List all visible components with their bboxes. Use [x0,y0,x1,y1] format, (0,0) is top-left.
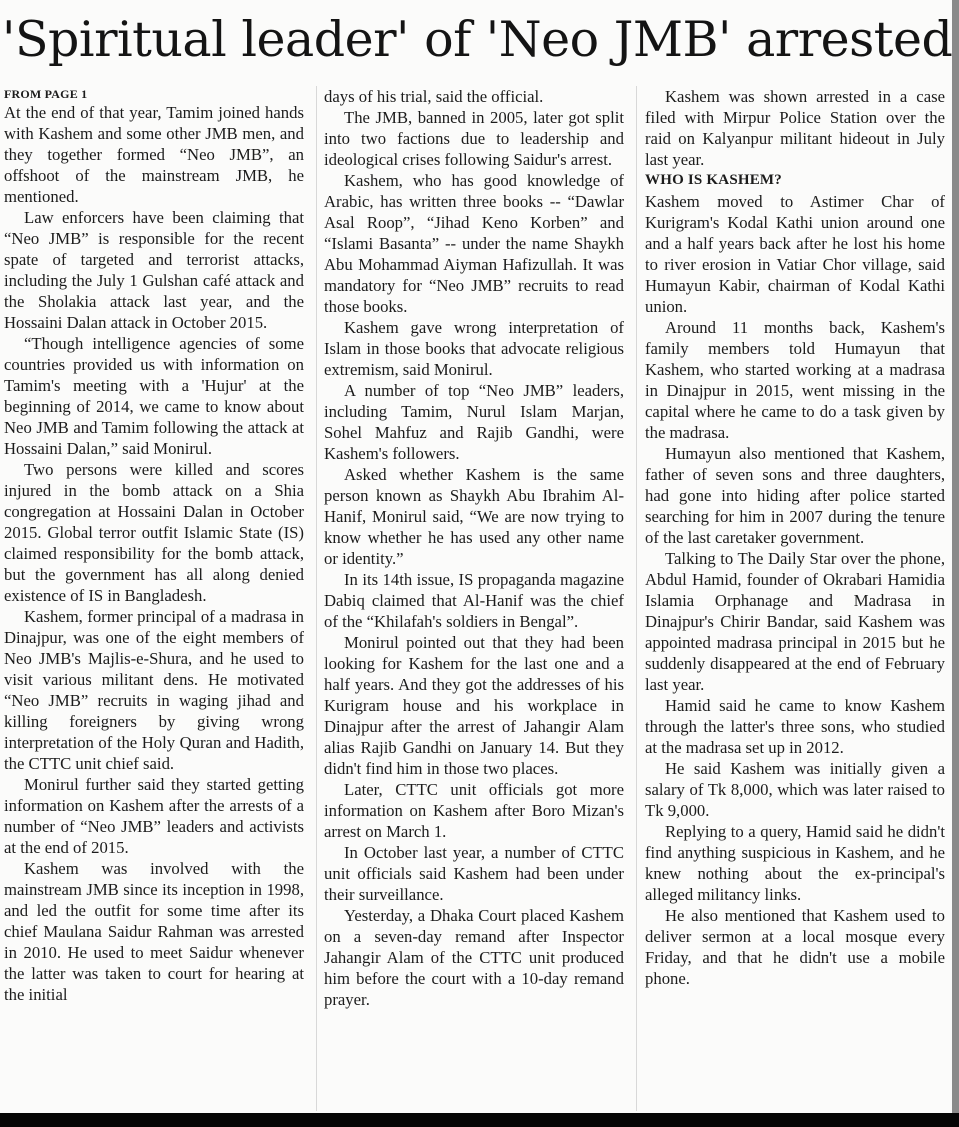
paragraph: Kashem moved to Astimer Char of Kurigram's Kodal Kathi union around one and a half years back after he lost his home to river erosion in Vatiar Chor village, said Humayun Kabir, chairman of Kodal Kathi union. [645,192,945,316]
paragraph: He also mentioned that Kashem used to deliver sermon at a local mosque every Friday, and that he didn't use a mobile phone. [645,906,945,988]
paragraph: Law enforcers have been claiming that “Neo JMB” is responsible for the recent spate of targeted and terrorist attacks, including the July 1 Gulshan café attack and the Sholakia attack last year, and the Hossaini Dalan attack in October 2015. [4,208,304,332]
paragraph: Two persons were killed and scores injured in the bomb attack on a Shia congregation at Hossaini Dalan in October 2015. Global terror outfit Islamic State (IS) claimed responsibility for the bomb attack, but the government has all along denied existence of IS in Bangladesh. [4,460,304,605]
paragraph: Later, CTTC unit officials got more information on Kashem after Boro Mizan's arrest on March 1. [324,780,624,841]
kicker: FROM PAGE 1 [4,87,88,101]
paragraph: Around 11 months back, Kashem's family members told Humayun that Kashem, who started working at a madrasa in Dinajpur in 2015, went missing in the capital where he came to do a task given by the madrasa. [645,318,945,442]
paragraph: A number of top “Neo JMB” leaders, including Tamim, Nurul Islam Marjan, Sohel Mahfuz and Rajib Gandhi, were Kashem's followers. [324,381,624,463]
headline: 'Spiritual leader' of 'Neo JMB' arrested [2,11,953,68]
paragraph: Kashem, who has good knowledge of Arabic, has written three books -- “Dawlar Asal Roop”, “Jihad Keno Korben” and “Islami Basanta” -- under the name Shaykh Abu Mohammad Aiyman Hafizullah. It was mandatory for “Neo JMB” recruits to read those books. [324,171,624,316]
paragraph: Asked whether Kashem is the same person known as Shaykh Abu Ibrahim Al-Hanif, Monirul said, “We are now trying to know whether he has used any other name or identity.” [324,465,624,568]
paragraph: Talking to The Daily Star over the phone, Abdul Hamid, founder of Okrabari Hamidia Islamia Orphanage and Madrasa in Dinajpur's Chirir Bandar, said Kashem was appointed madrasa principal in 2015 but he suddenly disappeared at the end of February last year. [645,549,945,694]
paragraph: Kashem was shown arrested in a case filed with Mirpur Police Station over the raid on Kalyanpur militant hideout in July last year. [645,87,945,169]
paragraph: Replying to a query, Hamid said he didn't find anything suspicious in Kashem, and he knew nothing about the ex-principal's alleged militancy links. [645,822,945,904]
article-column-1 [4,86,304,1116]
scan-edge [952,0,959,1127]
paragraph: He said Kashem was initially given a salary of Tk 8,000, which was later raised to Tk 9,000. [645,759,945,820]
column-rule [636,86,637,1111]
article-column-3 [645,86,945,1116]
subhead: WHO IS KASHEM? [645,172,782,188]
paragraph: Monirul pointed out that they had been looking for Kashem for the last one and a half years. And they got the addresses of his Kurigram house and his workplace in Dinajpur after the arrest of Jahangir Alam alias Rajib Gandhi on January 14. But they didn't find him in those two places. [324,633,624,778]
article-column-2 [324,86,624,1116]
scan-bottom-edge [0,1113,959,1127]
paragraph: Kashem was involved with the mainstream JMB since its inception in 1998, and led the outfit for some time after its chief Maulana Saidur Rahman was arrested in 2010. He used to meet Saidur whenever the latter was taken to court for hearing at the initial [4,859,304,1004]
column-rule [316,86,317,1111]
paragraph: Yesterday, a Dhaka Court placed Kashem on a seven-day remand after Inspector Jahangir Alam of the CTTC unit produced him before the court with a 10-day remand prayer. [324,906,624,1009]
paragraph: Hamid said he came to know Kashem through the latter's three sons, who studied at the madrasa set up in 2012. [645,696,945,757]
paragraph: Humayun also mentioned that Kashem, father of seven sons and three daughters, had gone into hiding after police started searching for him in 2007 during the tenure of the last caretaker government. [645,444,945,547]
paragraph: The JMB, banned in 2005, later got split into two factions due to leadership and ideological crises following Saidur's arrest. [324,108,624,169]
paragraph: Kashem gave wrong interpretation of Islam in those books that advocate religious extremism, said Monirul. [324,318,624,379]
paragraph: days of his trial, said the official. [324,87,544,106]
paragraph: At the end of that year, Tamim joined hands with Kashem and some other JMB men, and they together formed “Neo JMB”, an offshoot of the mainstream JMB, he mentioned. [4,103,304,206]
paragraph: Monirul further said they started getting information on Kashem after the arrests of a number of “Neo JMB” leaders and activists at the end of 2015. [4,775,304,857]
paragraph: In October last year, a number of CTTC unit officials said Kashem had been under their surveillance. [324,843,624,904]
paragraph: Kashem, former principal of a madrasa in Dinajpur, was one of the eight members of Neo JMB's Majlis-e-Shura, and he used to visit various militant dens. He motivated “Neo JMB” recruits in waging jihad and killing foreigners by giving wrong interpretation of the Holy Quran and Hadith, the CTTC unit chief said. [4,607,304,773]
paragraph: In its 14th issue, IS propaganda magazine Dabiq claimed that Al-Hanif was the chief of the “Khilafah's soldiers in Bengal”. [324,570,624,631]
paragraph: “Though intelligence agencies of some countries provided us with information on Tamim's meeting with a 'Hujur' at the beginning of 2014, we came to know about Neo JMB and Tamim following the attack at Hossaini Dalan,” said Monirul. [4,334,304,458]
